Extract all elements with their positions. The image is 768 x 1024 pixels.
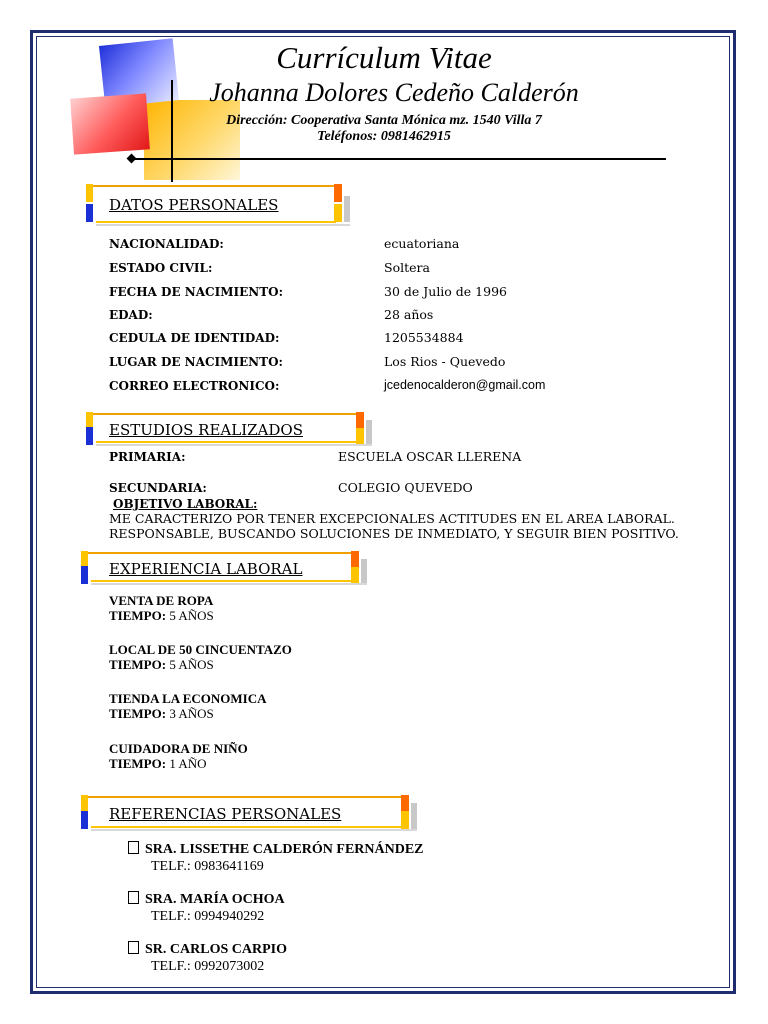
decor-horizontal-line xyxy=(132,158,666,160)
personal-field-value: 30 de Julio de 1996 xyxy=(384,284,507,299)
reference-name: SRA. MARÍA OCHOA xyxy=(145,892,285,907)
reference-name: SR. CARLOS CARPIO xyxy=(145,942,287,957)
email-value: jcedenocalderon@gmail.com xyxy=(384,378,546,392)
bullet-box-icon xyxy=(128,941,139,954)
personal-field-value: 1205534884 xyxy=(384,330,464,345)
objective-line-2: RESPONSABLE, BUSCANDO SOLUCIONES DE INMEDIATO, Y SEGUIR BIEN POSITIVO. xyxy=(109,526,679,541)
section-title-experience: EXPERIENCIA LABORAL xyxy=(109,560,303,578)
bullet-box-icon xyxy=(128,841,139,854)
section-title-personal: DATOS PERSONALES xyxy=(109,196,279,214)
section-title-studies: ESTUDIOS REALIZADOS xyxy=(109,421,303,439)
personal-field-value: 28 años xyxy=(384,307,434,322)
personal-field-label: FECHA DE NACIMIENTO: xyxy=(109,285,284,299)
objective-title: OBJETIVO LABORAL: xyxy=(113,497,258,511)
experience-item xyxy=(109,642,292,672)
experience-item xyxy=(109,741,248,771)
phone-numbers: Teléfonos: 0981462915 xyxy=(317,129,451,144)
job-duration: 5 AÑOS xyxy=(166,657,214,672)
job-title: TIENDA LA ECONOMICA xyxy=(109,691,267,706)
section-header-experience xyxy=(81,551,371,593)
reference-item xyxy=(128,841,424,875)
personal-field-value: Los Rios - Quevedo xyxy=(384,354,506,369)
job-duration: 5 AÑOS xyxy=(166,608,214,623)
study-school-primary: ESCUELA OSCAR LLERENA xyxy=(338,449,522,464)
personal-field-value: ecuatoriana xyxy=(384,236,460,251)
personal-field-label: LUGAR DE NACIMIENTO: xyxy=(109,355,283,369)
study-level-secondary: SECUNDARIA: xyxy=(109,481,207,495)
job-duration: 3 AÑOS xyxy=(166,706,214,721)
experience-item xyxy=(109,691,266,721)
job-time-label: TIEMPO: xyxy=(109,657,167,672)
reference-phone: TELF.: 0994940292 xyxy=(151,909,265,924)
job-time-label: TIEMPO: xyxy=(109,608,167,623)
personal-field-value: Soltera xyxy=(384,260,430,275)
reference-item xyxy=(128,891,285,925)
reference-item xyxy=(128,941,287,975)
personal-field-label: EDAD: xyxy=(109,308,153,322)
personal-field-label: CORREO ELECTRONICO: xyxy=(109,379,280,393)
experience-item xyxy=(109,593,214,623)
section-title-references: REFERENCIAS PERSONALES xyxy=(109,805,342,823)
study-school-secondary: COLEGIO QUEVEDO xyxy=(338,480,473,495)
document-title: Currículum Vitae xyxy=(276,40,492,75)
job-title: VENTA DE ROPA xyxy=(109,593,214,608)
section-header-references xyxy=(81,795,421,837)
objective-line-1: ME CARACTERIZO POR TENER EXCEPCIONALES ACTITUDES EN EL AREA LABORAL. xyxy=(109,511,675,526)
job-time-label: TIEMPO: xyxy=(109,756,167,771)
personal-field-label: CEDULA DE IDENTIDAD: xyxy=(109,331,280,345)
address: Dirección: Cooperativa Santa Mónica mz. 1540 Villa 7 xyxy=(226,113,542,128)
reference-phone: TELF.: 0992073002 xyxy=(151,959,265,974)
job-time-label: TIEMPO: xyxy=(109,706,167,721)
study-level-primary: PRIMARIA: xyxy=(109,450,186,464)
candidate-name: Johanna Dolores Cedeño Calderón xyxy=(209,78,579,107)
job-duration: 1 AÑO xyxy=(166,756,207,771)
reference-phone: TELF.: 0983641169 xyxy=(151,859,264,874)
personal-field-label: ESTADO CIVIL: xyxy=(109,261,213,275)
job-title: LOCAL DE 50 CINCUENTAZO xyxy=(109,642,292,657)
job-title: CUIDADORA DE NIÑO xyxy=(109,741,248,756)
section-header-studies xyxy=(86,412,374,454)
personal-field-label: NACIONALIDAD: xyxy=(109,237,224,251)
bullet-box-icon xyxy=(128,891,139,904)
section-header-personal xyxy=(86,184,350,226)
reference-name: SRA. LISSETHE CALDERÓN FERNÁNDEZ xyxy=(145,842,424,857)
